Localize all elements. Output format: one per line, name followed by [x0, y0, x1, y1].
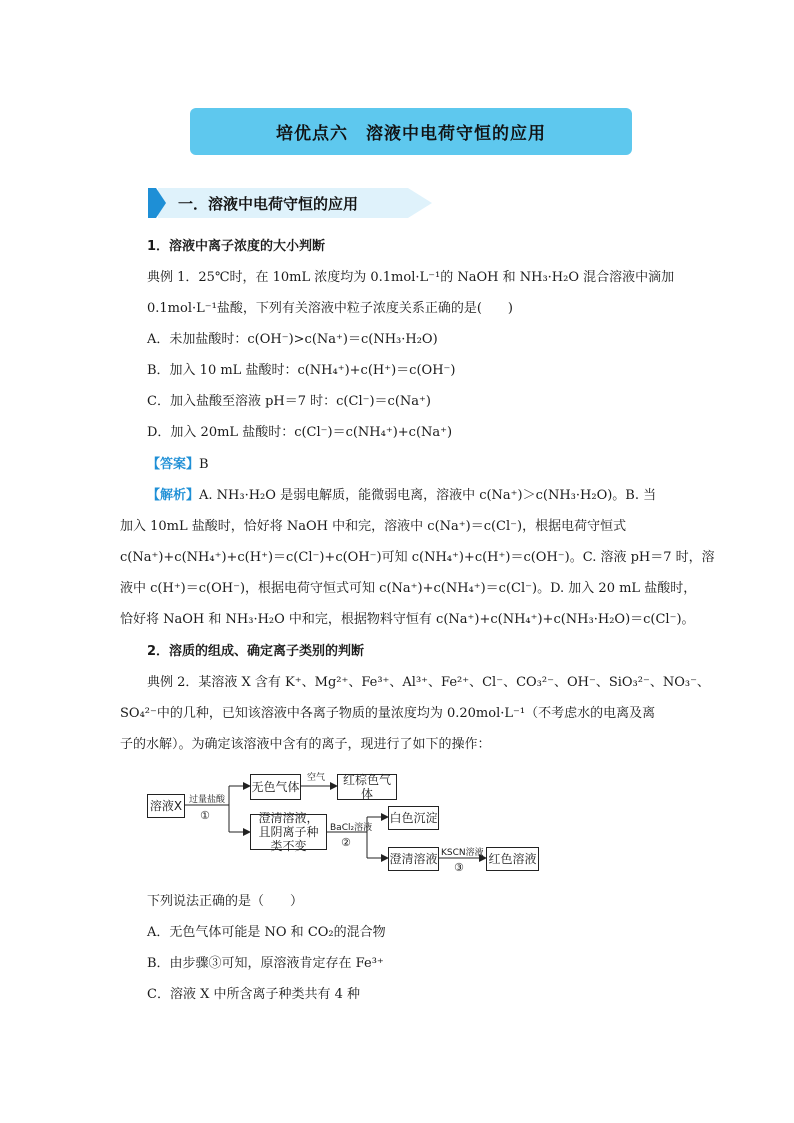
- analysis-tag: 【解析】: [147, 488, 200, 503]
- example1-analysis-line4: 液中 c(H⁺)＝c(OH⁻)，根据电荷守恒式可知 c(Na⁺)+c(NH₄⁺)＝c(Cl⁻)。D. 加入 20 mL 盐酸时，: [120, 581, 697, 596]
- example1-answer: [147, 456, 209, 474]
- example1-line1: 典例 1．25℃时，在 10mL 浓度均为 0.1mol·L⁻¹的 NaOH 和 NH₃·H₂O 混合溶液中滴加: [147, 270, 675, 285]
- section-header: [146, 186, 436, 220]
- example1-option-c: C．加入盐酸至溶液 pH＝7 时：c(Cl⁻)＝c(Na⁺): [147, 394, 431, 409]
- example2-line2: SO₄²⁻中的几种，已知该溶液中各离子物质的量浓度均为 0.20mol·L⁻¹（不考虑水的电离及离: [120, 706, 656, 721]
- example1-analysis-line5: 恰好将 NaOH 和 NH₃·H₂O 中和完，根据物料守恒有 c(Na⁺)+c(NH₄⁺)+c(NH₃·H₂O)＝c(Cl⁻)。: [120, 612, 695, 627]
- example2-question: 下列说法正确的是（ ）: [147, 894, 304, 909]
- example2-option-a: A．无色气体可能是 NO 和 CO₂的混合物: [147, 925, 386, 940]
- example2-option-c: C．溶液 X 中所含离子种类共有 4 种: [147, 987, 361, 1002]
- flow-air-label: 空气: [307, 773, 326, 783]
- flow-brown-gas-box: 红棕色气体: [337, 774, 397, 800]
- example1-option-d: D．加入 20mL 盐酸时：c(Cl⁻)＝c(NH₄⁺)+c(Na⁺): [147, 425, 453, 440]
- example1-option-a: A．未加盐酸时：c(OH⁻)>c(Na⁺)＝c(NH₃·H₂O): [147, 332, 438, 347]
- answer-value: B: [199, 457, 209, 472]
- section-title: 一．溶液中电荷守恒的应用: [178, 195, 359, 213]
- answer-tag: 【答案】: [147, 457, 200, 472]
- flow-gas-box: 无色气体: [250, 774, 301, 800]
- example2-line3: 子的水解）。为确定该溶液中含有的离子，现进行了如下的操作：: [120, 737, 491, 752]
- example1-analysis-line2: 加入 10mL 盐酸时，恰好将 NaOH 中和完，溶液中 c(Na⁺)＝c(Cl⁻)，根据电荷守恒式: [120, 519, 627, 534]
- flow-clear-solution-box: 澄清溶液，且阴离子种类不变: [250, 814, 327, 850]
- example1-analysis-line1: [147, 487, 656, 505]
- flow-reagent2: BaCl₂溶液: [330, 823, 373, 833]
- example2-line1: 典例 2．某溶液 X 含有 K⁺、Mg²⁺、Fe³⁺、Al³⁺、Fe²⁺、Cl⁻、CO₃²⁻、OH⁻、SiO₃²⁻、NO₃⁻、: [147, 675, 710, 690]
- flow-step2: ②: [341, 836, 351, 849]
- flow-clear2-box: 澄清溶液: [388, 847, 439, 871]
- flow-step1: ①: [200, 809, 210, 822]
- flow-step3: ③: [454, 861, 464, 874]
- example1-analysis-line3: c(Na⁺)+c(NH₄⁺)+c(H⁺)＝c(Cl⁻)+c(OH⁻)可知 c(NH₄⁺)+c(H⁺)＝c(OH⁻)。C. 溶液 pH＝7 时，溶: [120, 550, 715, 565]
- subheading-2: 2．溶质的组成、确定离子类别的判断: [147, 644, 365, 659]
- page-title: 培优点六 溶液中电荷守恒的应用: [190, 108, 632, 155]
- flow-red-solution-box: 红色溶液: [486, 847, 539, 871]
- flow-reagent3: KSCN溶液: [441, 848, 484, 858]
- example2-option-b: B．由步骤③可知，原溶液肯定存在 Fe³⁺: [147, 956, 384, 971]
- flow-start-box: 溶液X: [147, 794, 185, 818]
- flow-reagent1: 过量盐酸: [189, 795, 226, 805]
- subheading-1: 1．溶液中离子浓度的大小判断: [147, 239, 326, 254]
- example1-option-b: B．加入 10 mL 盐酸时：c(NH₄⁺)+c(H⁺)＝c(OH⁻): [147, 363, 456, 378]
- example1-line2: 0.1mol·L⁻¹盐酸，下列有关溶液中粒子浓度关系正确的是( ): [147, 301, 513, 316]
- flow-white-ppt-box: 白色沉淀: [388, 806, 439, 830]
- analysis-text-1: A. NH₃·H₂O 是弱电解质，能微弱电离，溶液中 c(Na⁺)＞c(NH₃·H₂O)。B. 当: [199, 488, 657, 503]
